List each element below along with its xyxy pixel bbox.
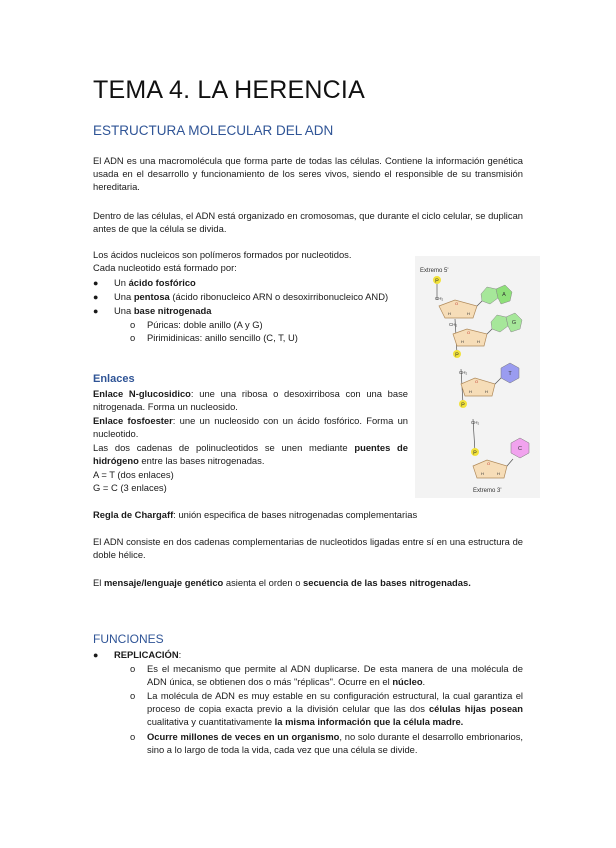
paragraph-puentes-hidrogeno: Las dos cadenas de polinucleotidos se unen mediante puentes de hidrógeno entre las bases nitrogenadas.: [93, 442, 408, 466]
list-item-base-nitrogenada: ● Una base nitrogenada: [93, 305, 212, 316]
hydrogen-label: H: [461, 339, 464, 344]
phosphate-label: P: [455, 352, 459, 359]
label-extremo-5: Extremo 5': [420, 268, 449, 274]
hydrogen-label: H: [485, 389, 488, 394]
oxygen-label: O: [455, 301, 459, 306]
sublist-item-mecanismo: o Es el mecanismo que permite al ADN duplicarse. De esta manera de una molécula de ADN única, se obtienen dos o más "réplicas". Ocurre en el núcleo.: [130, 663, 523, 687]
sublist-item-puricas: o Púricas: doble anillo (A y G): [130, 319, 263, 330]
dna-strand-diagram: [415, 256, 540, 498]
section-heading-enlaces: Enlaces: [93, 373, 135, 385]
oxygen-label: O: [487, 461, 491, 466]
paragraph-enlace-n-glucosidico: Enlace N-glucosidico: une una ribosa o desoxirribosa con una base nitrogenada. Forma un nucleosido.: [93, 388, 409, 412]
oxygen-label: O: [467, 330, 471, 335]
bullet-icon: ●: [93, 292, 99, 302]
section-heading-estructura: ESTRUCTURA MOLECULAR DEL ADN: [93, 123, 334, 138]
oxygen-label: O: [475, 379, 479, 384]
hydrogen-label: H: [467, 311, 470, 316]
paragraph-enlace-fosfoester: Enlace fosfoester: une un nucleosido con un ácido fosfórico. Forma un nucleotido.: [93, 415, 408, 439]
list-item-acido-fosforico: ● Un ácido fosfórico: [93, 277, 196, 288]
phosphate-label: P: [473, 450, 477, 457]
bullet-icon: ●: [93, 306, 99, 316]
hydrogen-label: H: [497, 471, 500, 476]
phosphate-label: P: [435, 278, 439, 285]
bullet-icon: ●: [93, 278, 99, 288]
hydrogen-label: H: [469, 389, 472, 394]
diagram-background: [415, 256, 540, 498]
paragraph-doble-helice: El ADN consiste en dos cadenas complementarias de nucleotidos ligadas entre sí en una estructura de doble hélice.: [93, 536, 523, 560]
base-t-label: T: [508, 371, 512, 377]
paragraph-cromosomas: Dentro de las células, el ADN está organizado en cromosomas, que durante el ciclo celular, se duplican antes de que la célula se divida.: [93, 210, 523, 234]
paragraph-adn-definition: El ADN es una macromolécula que forma parte de todas las células. Contiene la información genética usada en el desarrollo y funcionamiento de los seres vivos, siendo el responsible de su transmisión hereditaria.: [93, 155, 523, 192]
circle-bullet-icon: o: [130, 690, 136, 701]
label-extremo-3: Extremo 3': [473, 488, 502, 494]
phosphate-label: P: [461, 402, 465, 409]
base-c-label: C: [518, 446, 522, 452]
base-g-label: G: [511, 320, 517, 326]
ch2-label: CH₂: [435, 296, 444, 301]
hydrogen-label: H: [448, 311, 451, 316]
pairing-gc: G = C (3 enlaces): [93, 482, 167, 493]
ch2-label: CH₂: [459, 370, 468, 375]
circle-bullet-icon: o: [130, 332, 136, 343]
section-heading-funciones: FUNCIONES: [93, 632, 164, 646]
paragraph-chargaff: Regla de Chargaff: unión especifica de bases nitrogenadas complementarias: [93, 509, 418, 520]
paragraph-nucleotido-formado: Cada nucleotido está formado por:: [93, 262, 237, 273]
sublist-item-estabilidad: o La molécula de ADN es muy estable en su configuración estructural, la cual garantiza el proceso de copia exacta previo a la división celular que las dos células hijas posean cualitativa y cuantitativamente la misma información que la célula madre.: [130, 690, 523, 727]
sublist-item-pirimidinicas: o Pirimidinicas: anillo sencillo (C, T, U): [130, 332, 298, 343]
base-a-label: A: [502, 292, 506, 298]
sublist-item-millones: o Ocurre millones de veces en un organismo, no solo durante el desarrollo embrionarios, sino a lo largo de toda la vida, cada vez que una célula se divide.: [130, 731, 523, 755]
ch2-label: CH₂: [471, 420, 480, 425]
paragraph-acidos-nucleicos: Los ácidos nucleicos son polímeros formados por nucleotidos.: [93, 249, 352, 260]
circle-bullet-icon: o: [130, 731, 136, 742]
circle-bullet-icon: o: [130, 319, 136, 330]
hydrogen-label: H: [481, 471, 484, 476]
hydrogen-label: H: [477, 339, 480, 344]
bullet-icon: ●: [93, 650, 99, 660]
ch2-label: CH₂: [449, 322, 458, 327]
list-item-pentosa: ● Una pentosa (ácido ribonucleico ARN o desoxirribonucleico AND): [93, 291, 389, 302]
list-item-replicacion: ● REPLICACIÓN:: [93, 649, 182, 660]
paragraph-mensaje-genetico: El mensaje/lenguaje genético asienta el orden o secuencia de las bases nitrogenadas.: [93, 577, 471, 588]
page-title: TEMA 4. LA HERENCIA: [93, 76, 365, 104]
circle-bullet-icon: o: [130, 663, 136, 674]
pairing-at: A = T (dos enlaces): [93, 469, 174, 480]
